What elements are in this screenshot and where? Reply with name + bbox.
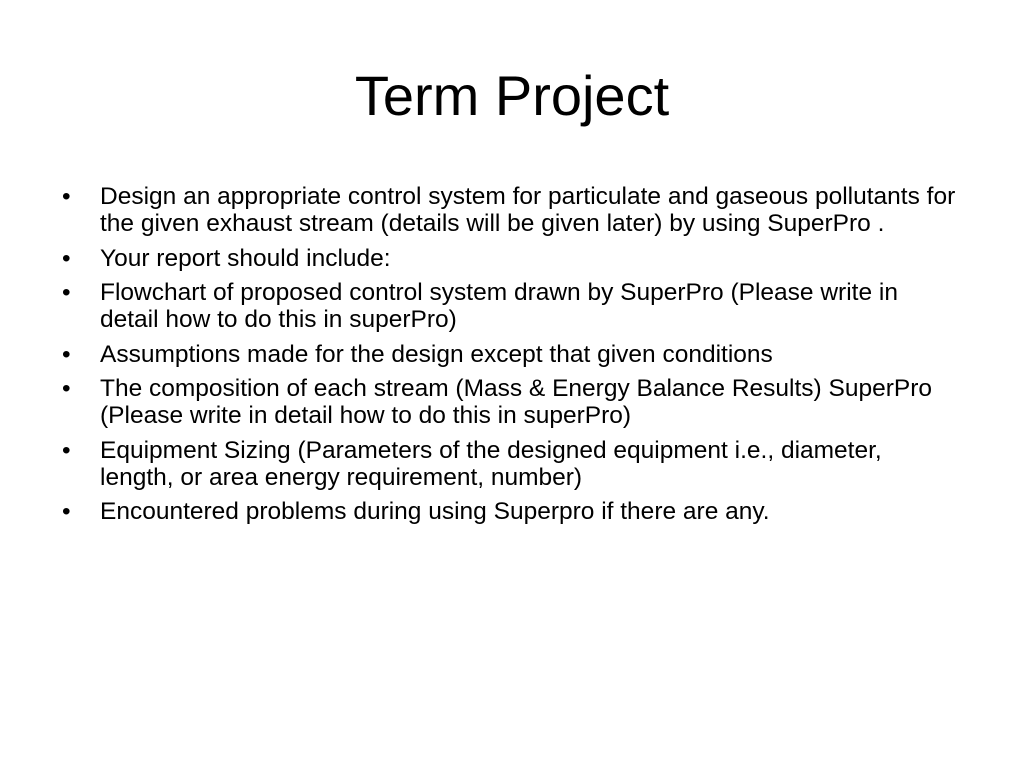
bullet-text: The composition of each stream (Mass & Energy Balance Results) SuperPro (Please write in detail how to do this in superPro)	[100, 375, 933, 429]
bullet-text: Equipment Sizing (Parameters of the designed equipment i.e., diameter, length, or area energy requirement, number)	[100, 436, 882, 491]
bullet-text: Design an appropriate control system for particulate and gaseous pollutants for the given exhaust stream (details will be given later) by using SuperPro .	[100, 183, 956, 237]
bullet-point-icon: •	[62, 183, 71, 210]
bullet-item	[62, 279, 962, 333]
slide-title: Term Project	[354, 64, 670, 127]
bullet-item	[62, 375, 962, 429]
bullet-item	[62, 437, 962, 491]
bullet-item	[62, 498, 962, 525]
bullet-list	[62, 183, 962, 533]
bullet-text: Flowchart of proposed control system drawn by SuperPro (Please write in detail how to do this in superPro)	[100, 279, 898, 333]
bullet-point-icon: •	[62, 244, 71, 272]
bullet-point-icon: •	[62, 498, 71, 525]
bullet-item	[62, 245, 962, 272]
bullet-item	[62, 183, 962, 237]
bullet-point-icon: •	[62, 340, 71, 368]
bullet-point-icon: •	[62, 375, 71, 402]
bullet-point-icon: •	[62, 279, 71, 306]
bullet-point-icon: •	[62, 436, 71, 464]
bullet-text: Your report should include:	[100, 244, 391, 272]
bullet-item	[62, 341, 962, 368]
bullet-text: Assumptions made for the design except that given conditions	[100, 340, 773, 368]
bullet-text: Encountered problems during using Superpro if there are any.	[100, 498, 770, 525]
